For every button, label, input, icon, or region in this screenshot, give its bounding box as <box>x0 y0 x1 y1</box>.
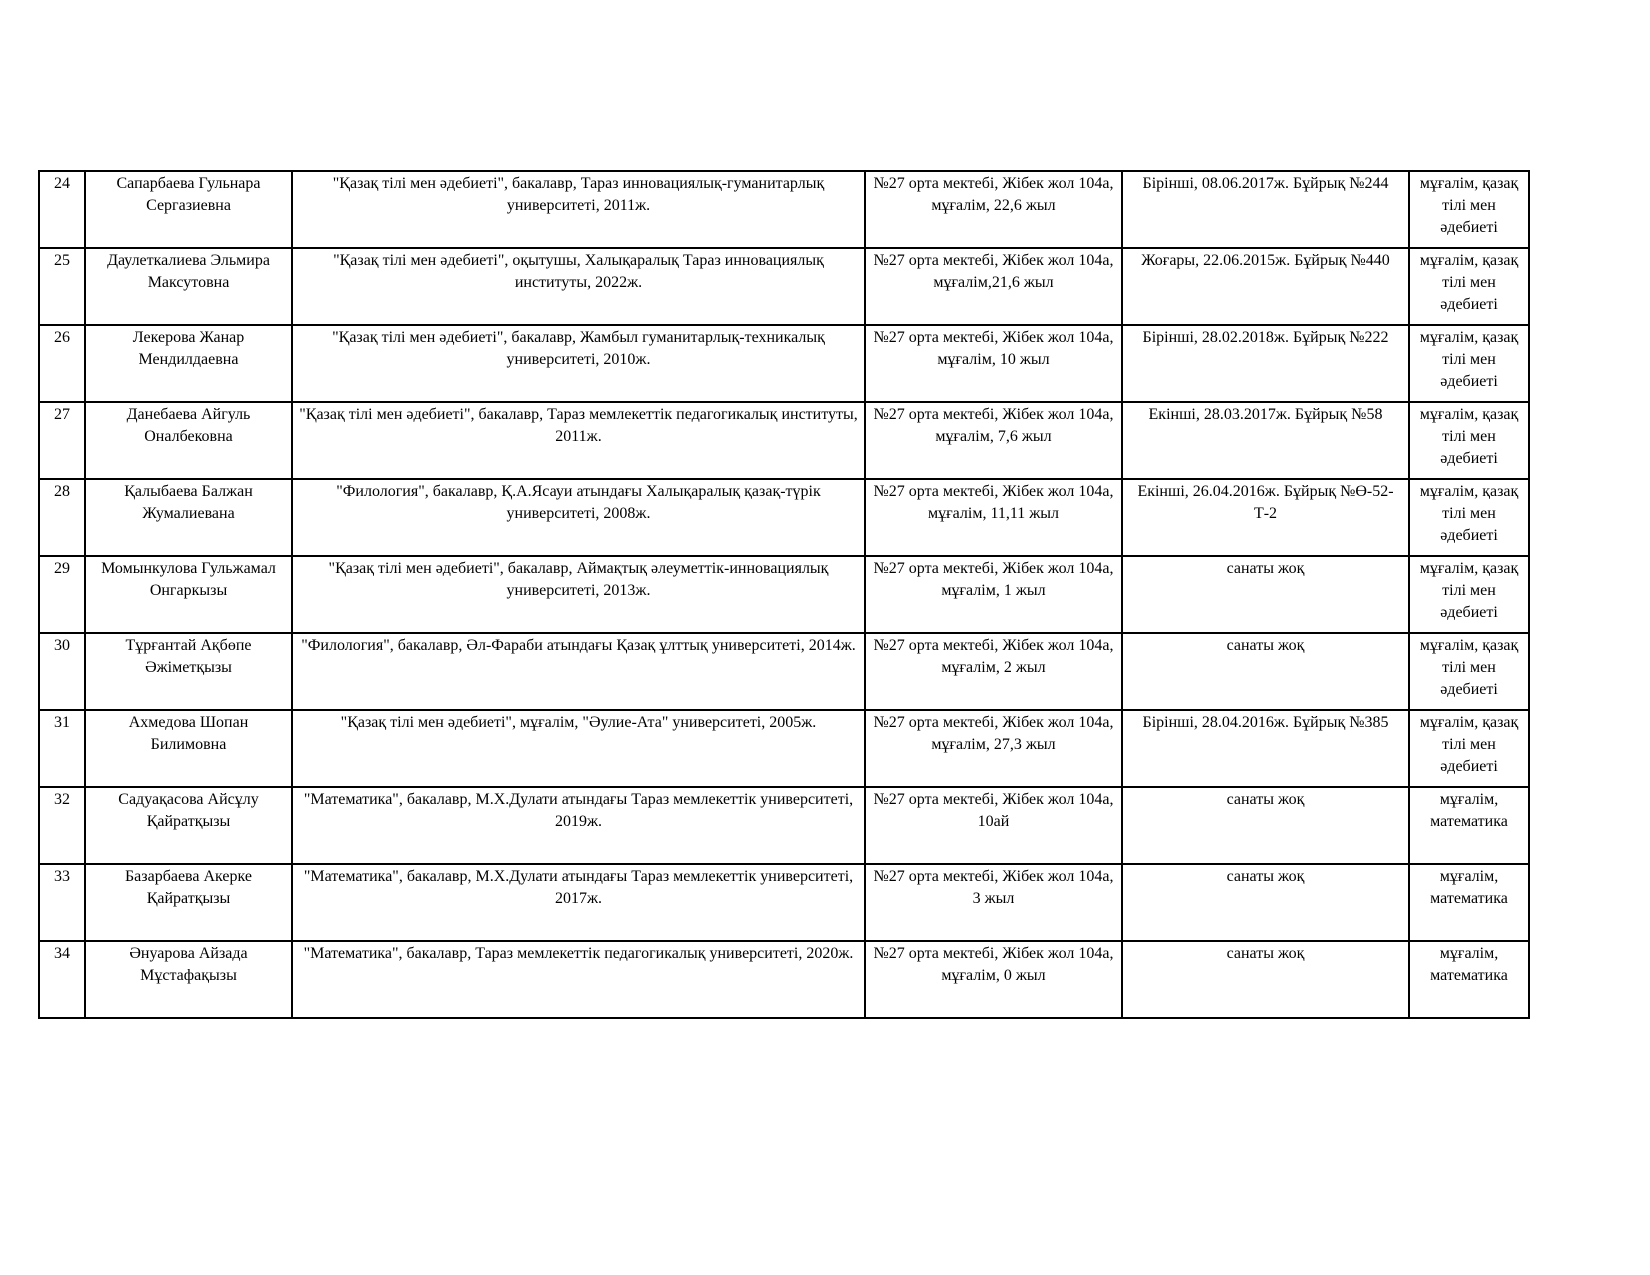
position-cell: мұғалім, қазақ тілі мен әдебиеті <box>1409 710 1529 787</box>
education-cell: "Қазақ тілі мен әдебиеті", оқытушы, Халықаралық Тараз инновациялық институты, 2022ж. <box>292 248 865 325</box>
table-row <box>39 248 1529 325</box>
teacher-name-cell: Садуақасова Айсұлу Қайратқызы <box>85 787 292 864</box>
teacher-name-cell: Әнуарова Айзада Мұстафақызы <box>85 941 292 1018</box>
table-row <box>39 556 1529 633</box>
category-cell: санаты жоқ <box>1122 787 1409 864</box>
work-place-cell: №27 орта мектебі, Жібек жол 104а, мұғалім, 2 жыл <box>865 633 1122 710</box>
work-place-cell: №27 орта мектебі, Жібек жол 104а, мұғалім, 27,3 жыл <box>865 710 1122 787</box>
category-cell: Екінші, 26.04.2016ж. Бұйрық №Ө-52-Т-2 <box>1122 479 1409 556</box>
position-cell: мұғалім, қазақ тілі мен әдебиеті <box>1409 171 1529 248</box>
table-row <box>39 941 1529 1018</box>
row-number-cell: 24 <box>39 171 85 248</box>
position-cell: мұғалім, қазақ тілі мен әдебиеті <box>1409 325 1529 402</box>
position-cell: мұғалім, математика <box>1409 864 1529 941</box>
teacher-name-cell: Сапарбаева Гульнара Сергазиевна <box>85 171 292 248</box>
row-number-cell: 27 <box>39 402 85 479</box>
row-number-cell: 30 <box>39 633 85 710</box>
table-row <box>39 171 1529 248</box>
education-cell: "Математика", бакалавр, М.Х.Дулати атындағы Тараз мемлекеттік университеті, 2019ж. <box>292 787 865 864</box>
position-cell: мұғалім, қазақ тілі мен әдебиеті <box>1409 479 1529 556</box>
education-cell: "Филология", бакалавр, Әл-Фараби атындағы Қазақ ұлттық университеті, 2014ж. <box>292 633 865 710</box>
education-cell: "Қазақ тілі мен әдебиеті", мұғалім, "Әулие-Ата" университеті, 2005ж. <box>292 710 865 787</box>
position-cell: мұғалім, қазақ тілі мен әдебиеті <box>1409 556 1529 633</box>
row-number-cell: 34 <box>39 941 85 1018</box>
position-cell: мұғалім, қазақ тілі мен әдебиеті <box>1409 633 1529 710</box>
teacher-name-cell: Қалыбаева Балжан Жумалиевана <box>85 479 292 556</box>
teacher-name-cell: Даулеткалиева Эльмира Максутовна <box>85 248 292 325</box>
category-cell: санаты жоқ <box>1122 633 1409 710</box>
row-number-cell: 32 <box>39 787 85 864</box>
row-number-cell: 26 <box>39 325 85 402</box>
work-place-cell: №27 орта мектебі, Жібек жол 104а, мұғалім,21,6 жыл <box>865 248 1122 325</box>
table-row <box>39 633 1529 710</box>
teacher-name-cell: Лекерова Жанар Мендилдаевна <box>85 325 292 402</box>
position-cell: мұғалім, қазақ тілі мен әдебиеті <box>1409 248 1529 325</box>
position-cell: мұғалім, математика <box>1409 941 1529 1018</box>
table-row <box>39 479 1529 556</box>
category-cell: санаты жоқ <box>1122 864 1409 941</box>
work-place-cell: №27 орта мектебі, Жібек жол 104а, 3 жыл <box>865 864 1122 941</box>
teacher-name-cell: Тұрғантай Ақбөпе Әжіметқызы <box>85 633 292 710</box>
table-row <box>39 402 1529 479</box>
row-number-cell: 29 <box>39 556 85 633</box>
work-place-cell: №27 орта мектебі, Жібек жол 104а, мұғалім, 7,6 жыл <box>865 402 1122 479</box>
work-place-cell: №27 орта мектебі, Жібек жол 104а, мұғалім, 11,11 жыл <box>865 479 1122 556</box>
category-cell: Бірінші, 28.04.2016ж. Бұйрық №385 <box>1122 710 1409 787</box>
work-place-cell: №27 орта мектебі, Жібек жол 104а, мұғалім, 10 жыл <box>865 325 1122 402</box>
teacher-name-cell: Данебаева Айгуль Оналбековна <box>85 402 292 479</box>
category-cell: санаты жоқ <box>1122 941 1409 1018</box>
row-number-cell: 33 <box>39 864 85 941</box>
table-row <box>39 710 1529 787</box>
category-cell: Екінші, 28.03.2017ж. Бұйрық №58 <box>1122 402 1409 479</box>
category-cell: Бірінші, 28.02.2018ж. Бұйрық №222 <box>1122 325 1409 402</box>
education-cell: "Математика", бакалавр, Тараз мемлекеттік педагогикалық университеті, 2020ж. <box>292 941 865 1018</box>
teacher-name-cell: Базарбаева Акерке Қайратқызы <box>85 864 292 941</box>
teacher-name-cell: Момынкулова Гульжамал Онгаркызы <box>85 556 292 633</box>
table-row <box>39 787 1529 864</box>
position-cell: мұғалім, математика <box>1409 787 1529 864</box>
work-place-cell: №27 орта мектебі, Жібек жол 104а, мұғалім, 22,6 жыл <box>865 171 1122 248</box>
row-number-cell: 28 <box>39 479 85 556</box>
education-cell: "Қазақ тілі мен әдебиеті", бакалавр, Тараз мемлекеттік педагогикалық институты, 2011ж. <box>292 402 865 479</box>
staff-table-body <box>39 171 1529 1018</box>
category-cell: Жоғары, 22.06.2015ж. Бұйрық №440 <box>1122 248 1409 325</box>
education-cell: "Қазақ тілі мен әдебиеті", бакалавр, Жамбыл гуманитарлық-техникалық университеті, 2010ж. <box>292 325 865 402</box>
table-row <box>39 864 1529 941</box>
teacher-name-cell: Ахмедова Шопан Билимовна <box>85 710 292 787</box>
row-number-cell: 31 <box>39 710 85 787</box>
position-cell: мұғалім, қазақ тілі мен әдебиеті <box>1409 402 1529 479</box>
work-place-cell: №27 орта мектебі, Жібек жол 104а, мұғалім, 1 жыл <box>865 556 1122 633</box>
category-cell: Бірінші, 08.06.2017ж. Бұйрық №244 <box>1122 171 1409 248</box>
category-cell: санаты жоқ <box>1122 556 1409 633</box>
work-place-cell: №27 орта мектебі, Жібек жол 104а, мұғалім, 0 жыл <box>865 941 1122 1018</box>
work-place-cell: №27 орта мектебі, Жібек жол 104а, 10ай <box>865 787 1122 864</box>
education-cell: "Математика", бакалавр, М.Х.Дулати атындағы Тараз мемлекеттік университеті, 2017ж. <box>292 864 865 941</box>
education-cell: "Филология", бакалавр, Қ.А.Ясауи атындағы Халықаралық қазақ-түрік университеті, 2008ж. <box>292 479 865 556</box>
education-cell: "Қазақ тілі мен әдебиеті", бакалавр, Тараз инновациялық-гуманитарлық университеті, 2011ж. <box>292 171 865 248</box>
education-cell: "Қазақ тілі мен әдебиеті", бакалавр, Аймақтық әлеуметтік-инновациялық университеті, 2013ж. <box>292 556 865 633</box>
table-row <box>39 325 1529 402</box>
staff-table <box>38 170 1530 1019</box>
row-number-cell: 25 <box>39 248 85 325</box>
